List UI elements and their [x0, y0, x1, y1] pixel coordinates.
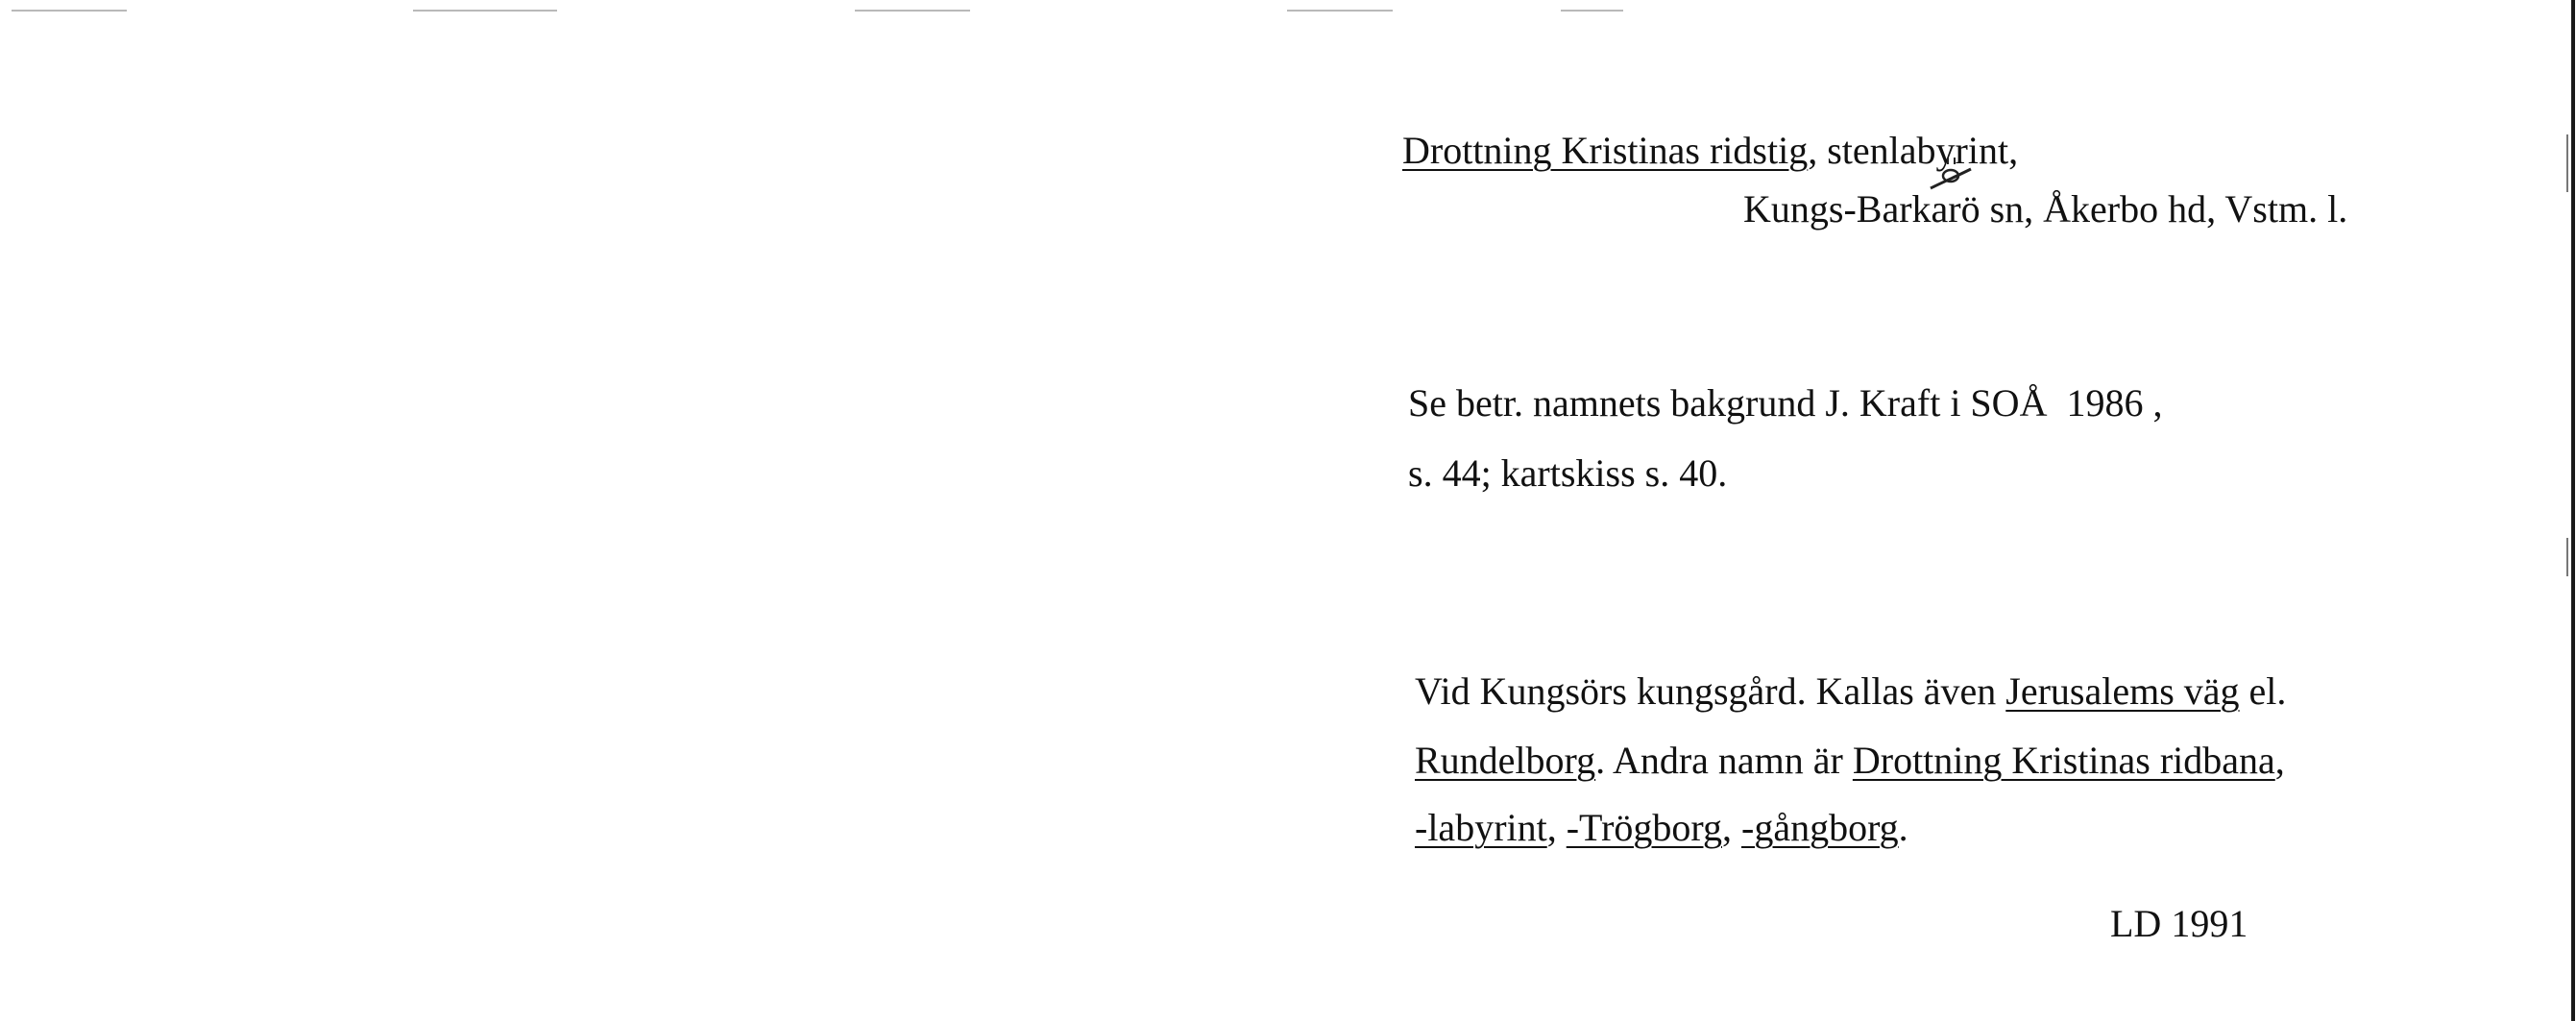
- description-text: ,: [2274, 739, 2285, 782]
- scan-mark: [1561, 10, 1623, 12]
- alt-name: -gångborg: [1741, 806, 1899, 849]
- description-text: el.: [2239, 669, 2287, 713]
- description-line-2: [1415, 741, 2285, 780]
- reference-line-2: s. 44; kartskiss s. 40.: [1408, 451, 1728, 495]
- alt-name: Rundelborg: [1415, 739, 1596, 782]
- alt-name: Jerusalems väg: [2005, 669, 2240, 713]
- entry-location: Kungs-Barkarö sn, Åkerbo hd, Vstm. l.: [1743, 187, 2348, 231]
- description-line-3: [1415, 806, 1908, 849]
- signature: LD 1991: [2110, 902, 2248, 945]
- scan-mark: [855, 10, 970, 12]
- handwritten-correction: [1927, 154, 1975, 196]
- scan-mark: [413, 10, 557, 12]
- card-edge: [2571, 0, 2575, 1021]
- entry-title-tail: , stenlabyrint,: [1808, 129, 2019, 172]
- edge-mark: [2566, 134, 2568, 192]
- scan-mark: [1287, 10, 1393, 12]
- alt-name: -labyrint: [1415, 806, 1547, 849]
- entry-heading: [1402, 129, 2019, 172]
- edge-mark: [2566, 538, 2568, 576]
- alt-name: -Trögborg: [1566, 806, 1722, 849]
- description-text: ,: [1722, 806, 1741, 849]
- description-text: . Andra namn är: [1595, 739, 1853, 782]
- entry-title: Drottning Kristinas ridstig: [1402, 129, 1809, 172]
- description-line-1: [1415, 669, 2287, 713]
- description-text: .: [1898, 806, 1908, 849]
- reference-line-1: Se betr. namnets bakgrund J. Kraft i SOÅ 1986 ,: [1408, 381, 2163, 425]
- alt-name: Drottning Kristinas ridbana: [1852, 739, 2275, 782]
- description-text: ,: [1546, 806, 1567, 849]
- scan-mark: [12, 10, 127, 12]
- description-text: Vid Kungsörs kungsgård. Kallas även: [1415, 669, 2006, 713]
